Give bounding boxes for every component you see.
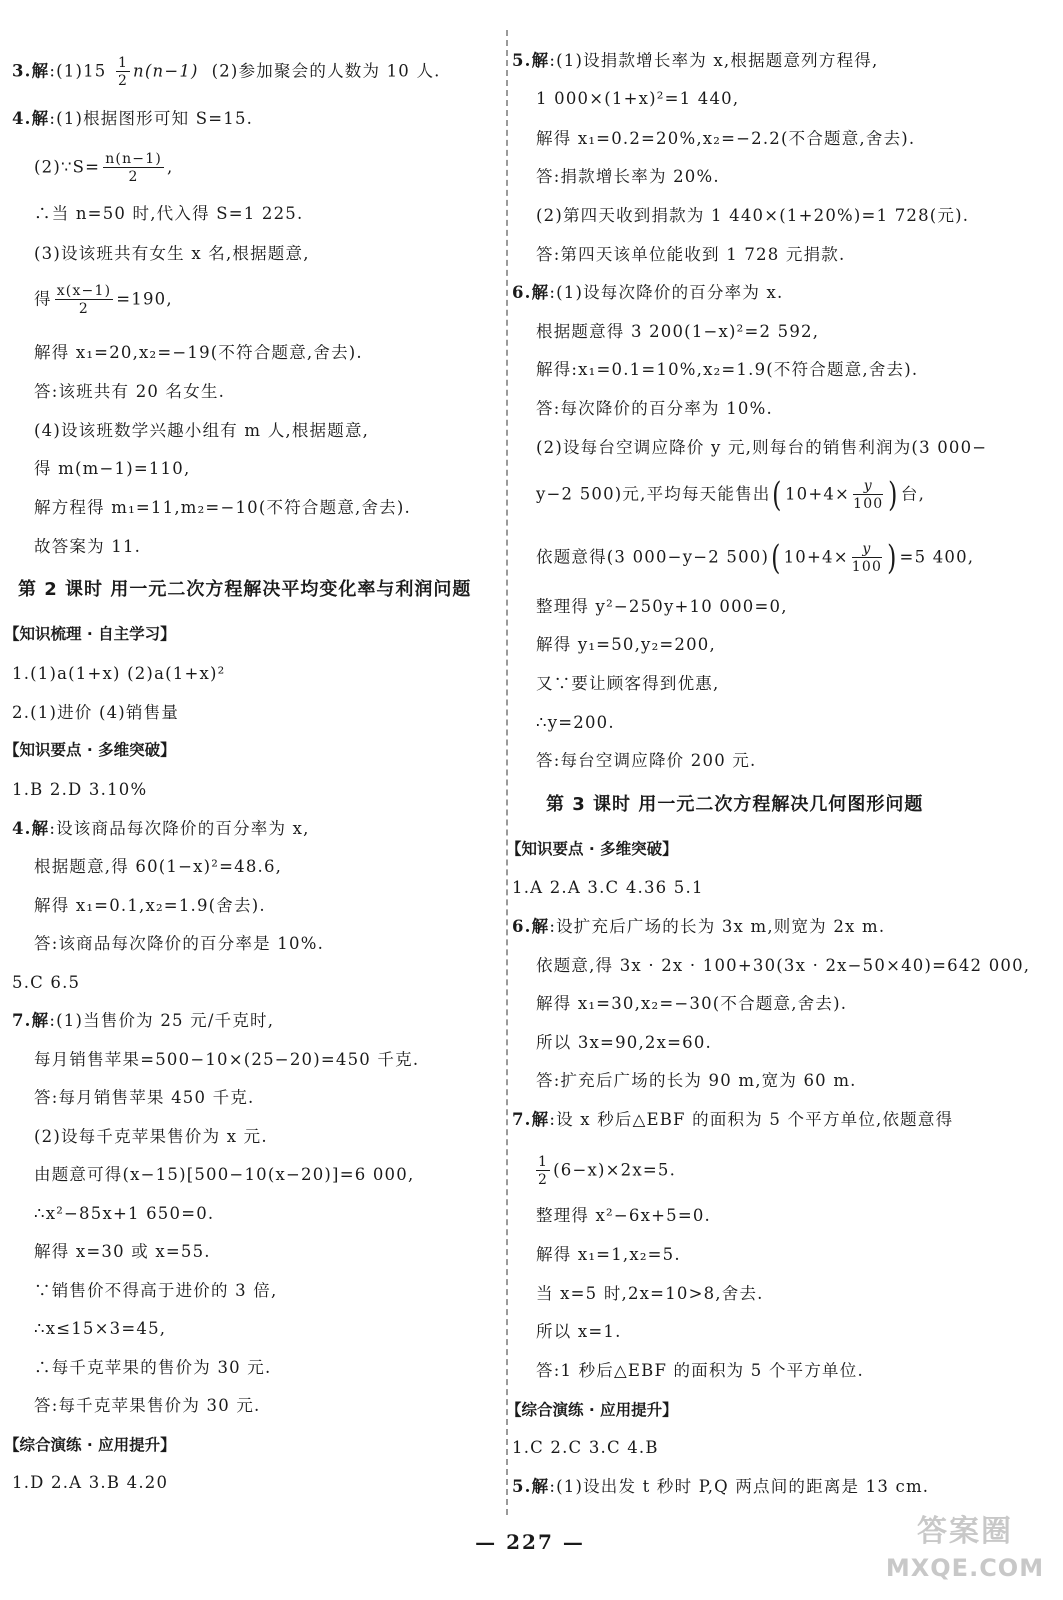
answer-6: 6.解:(1)设每次降价的百分率为 x. xyxy=(512,283,784,302)
text-line: y−2 500)元,平均每天能售出( 10+4× $\frac{y}{100}$ ) 台, xyxy=(536,475,926,515)
text-line: (2)设每千克苹果售价为 x 元. xyxy=(34,1127,268,1146)
answer-7: 7.解:设 x 秒后△EBF 的面积为 5 个平方单位,依题意得 xyxy=(512,1110,954,1129)
section-heading: 【综合演练 · 应用提升】 xyxy=(4,1436,176,1454)
text-line: 1 000×(1+x)²=1 440, xyxy=(536,89,740,108)
text-line: 根据题意,得 60(1−x)²=48.6, xyxy=(34,857,283,876)
answer-5: 5.解:(1)设出发 t 秒时 P,Q 两点间的距离是 13 cm. xyxy=(512,1477,930,1496)
fraction: $\frac{1}{2}$ xyxy=(117,55,129,89)
text-line: 当 x=5 时,2x=10>8,舍去. xyxy=(536,1284,764,1303)
lesson-3-heading: 第 3 课时 用一元二次方程解决几何图形问题 xyxy=(546,794,924,815)
lesson-2-heading: 第 2 课时 用一元二次方程解决平均变化率与利润问题 xyxy=(18,579,472,600)
text-line: 依题意得(3 000−y−2 500)( 10+4× $\frac{y}{100}$ ) =5 400, xyxy=(536,538,975,578)
text-line: 答:该班共有 20 名女生. xyxy=(34,382,226,401)
watermark-url: MXQE.COM xyxy=(885,1554,1045,1582)
text-line: 解得 y₁=50,y₂=200, xyxy=(536,635,716,654)
text-line: 5.C 6.5 xyxy=(12,973,81,992)
column-divider xyxy=(506,30,508,1515)
section-heading: 【知识要点 · 多维突破】 xyxy=(4,741,176,759)
text-line: 故答案为 11. xyxy=(34,537,142,556)
text-line: $\frac{1}{2}$ (6−x)×2x=5. xyxy=(538,1154,677,1188)
text-line: 解得 x₁=20,x₂=−19(不符合题意,舍去). xyxy=(34,343,363,362)
text-line: 答:每次降价的百分率为 10%. xyxy=(536,399,773,418)
text-line: 答:捐款增长率为 20%. xyxy=(536,167,720,186)
text-line: ∴y=200. xyxy=(536,713,615,732)
text-line: ∴当 n=50 时,代入得 S=1 225. xyxy=(34,204,304,223)
text-line: 答:该商品每次降价的百分率是 10%. xyxy=(34,934,325,953)
fraction: $\frac{1}{2}$ xyxy=(538,1154,549,1188)
answer-4: 4.解:设该商品每次降价的百分率为 x, xyxy=(12,819,310,838)
text-line: 又∵要让顾客得到优惠, xyxy=(536,674,720,693)
text-line: 解得 x₁=0.1,x₂=1.9(舍去). xyxy=(34,896,266,915)
text-line: 所以 3x=90,2x=60. xyxy=(536,1033,712,1052)
watermark-logo xyxy=(880,1510,1050,1590)
text-line: 1.(1)a(1+x) (2)a(1+x)² xyxy=(12,664,226,683)
text-line: 根据题意得 3 200(1−x)²=2 592, xyxy=(536,322,820,341)
text-line: 解得 x=30 或 x=55. xyxy=(34,1242,211,1261)
text-line: 得 m(m−1)=110, xyxy=(34,459,191,478)
watermark-text: 答案圈 xyxy=(917,1514,1013,1549)
text-line: 答:扩充后广场的长为 90 m,宽为 60 m. xyxy=(536,1071,857,1090)
text-line: 答:每月销售苹果 450 千克. xyxy=(34,1088,255,1107)
fraction: $\frac{n(n-1)}{2}$ xyxy=(105,151,162,185)
text-line: 依题意,得 3x · 2x · 100+30(3x · 2x−50×40)=642 000, xyxy=(536,956,1031,975)
text-line: (2)设每台空调应降价 y 元,则每台的销售利润为(3 000− xyxy=(536,438,988,457)
text-line: 每月销售苹果=500−10×(25−20)=450 千克. xyxy=(34,1050,420,1069)
text-line: ∵销售价不得高于进价的 3 倍, xyxy=(34,1281,278,1300)
text-line: 答:每千克苹果售价为 30 元. xyxy=(34,1396,261,1415)
answer-7: 7.解:(1)当售价为 25 元/千克时, xyxy=(12,1011,275,1030)
text-line: 1.C 2.C 3.C 4.B xyxy=(512,1438,659,1457)
text-line: 1.B 2.D 3.10% xyxy=(12,780,148,799)
answer-4-part2: (2)∵S= $\frac{n(n-1)}{2}$ , xyxy=(34,151,174,185)
text-line: 得 $\frac{x(x-1)}{2}$ =190, xyxy=(34,283,173,317)
text-line: ∴每千克苹果的售价为 30 元. xyxy=(34,1358,272,1377)
text-line: 解得:x₁=0.1=10%,x₂=1.9(不符合题意,舍去). xyxy=(536,360,919,379)
text-line: 1.D 2.A 3.B 4.20 xyxy=(12,1473,169,1492)
text-line: 2.(1)进价 (4)销售量 xyxy=(12,703,180,722)
text-line: 解得 x₁=1,x₂=5. xyxy=(536,1245,681,1264)
text-line: 解得 x₁=0.2=20%,x₂=−2.2(不合题意,舍去). xyxy=(536,129,916,148)
fraction: $\frac{x(x-1)}{2}$ xyxy=(56,283,112,317)
answer-5: 5.解:(1)设捐款增长率为 x,根据题意列方程得, xyxy=(512,51,879,70)
text-line: ∴x²−85x+1 650=0. xyxy=(34,1204,215,1223)
text-line: 答:第四天该单位能收到 1 728 元捐款. xyxy=(536,245,846,264)
fraction: $\frac{y}{100}$ xyxy=(853,478,884,512)
text-line: ∴x≤15×3=45, xyxy=(34,1319,167,1338)
answer-3: 3.解:(1)15 $\frac{1}{2}$ n(n−1) (2)参加聚会的人数为 10 人. xyxy=(12,55,441,89)
answer-6: 6.解:设扩充后广场的长为 3x m,则宽为 2x m. xyxy=(512,917,886,936)
page-number: — 227 — xyxy=(475,1530,585,1554)
text-line: 解得 x₁=30,x₂=−30(不合题意,舍去). xyxy=(536,994,848,1013)
text-line: (3)设该班共有女生 x 名,根据题意, xyxy=(34,244,310,263)
section-heading: 【综合演练 · 应用提升】 xyxy=(506,1401,678,1419)
text-line: 整理得 y²−250y+10 000=0, xyxy=(536,597,788,616)
section-heading: 【知识梳理 · 自主学习】 xyxy=(4,625,176,643)
text-line: 所以 x=1. xyxy=(536,1322,622,1341)
section-heading: 【知识要点 · 多维突破】 xyxy=(506,840,678,858)
text-line: 1.A 2.A 3.C 4.36 5.1 xyxy=(512,878,704,897)
answer-4: 4.解:(1)根据图形可知 S=15. xyxy=(12,109,254,128)
text-line: 答:每台空调应降价 200 元. xyxy=(536,751,757,770)
text-line: (2)第四天收到捐款为 1 440×(1+20%)=1 728(元). xyxy=(536,206,970,225)
fraction: $\frac{y}{100}$ xyxy=(851,541,883,575)
text-line: 整理得 x²−6x+5=0. xyxy=(536,1206,711,1225)
text-line: 解方程得 m₁=11,m₂=−10(不符合题意,舍去). xyxy=(34,498,411,517)
text-line: 答:1 秒后△EBF 的面积为 5 个平方单位. xyxy=(536,1361,864,1380)
text-line: 由题意可得(x−15)[500−10(x−20)]=6 000, xyxy=(34,1165,415,1184)
text-line: (4)设该班数学兴趣小组有 m 人,根据题意, xyxy=(34,421,370,440)
